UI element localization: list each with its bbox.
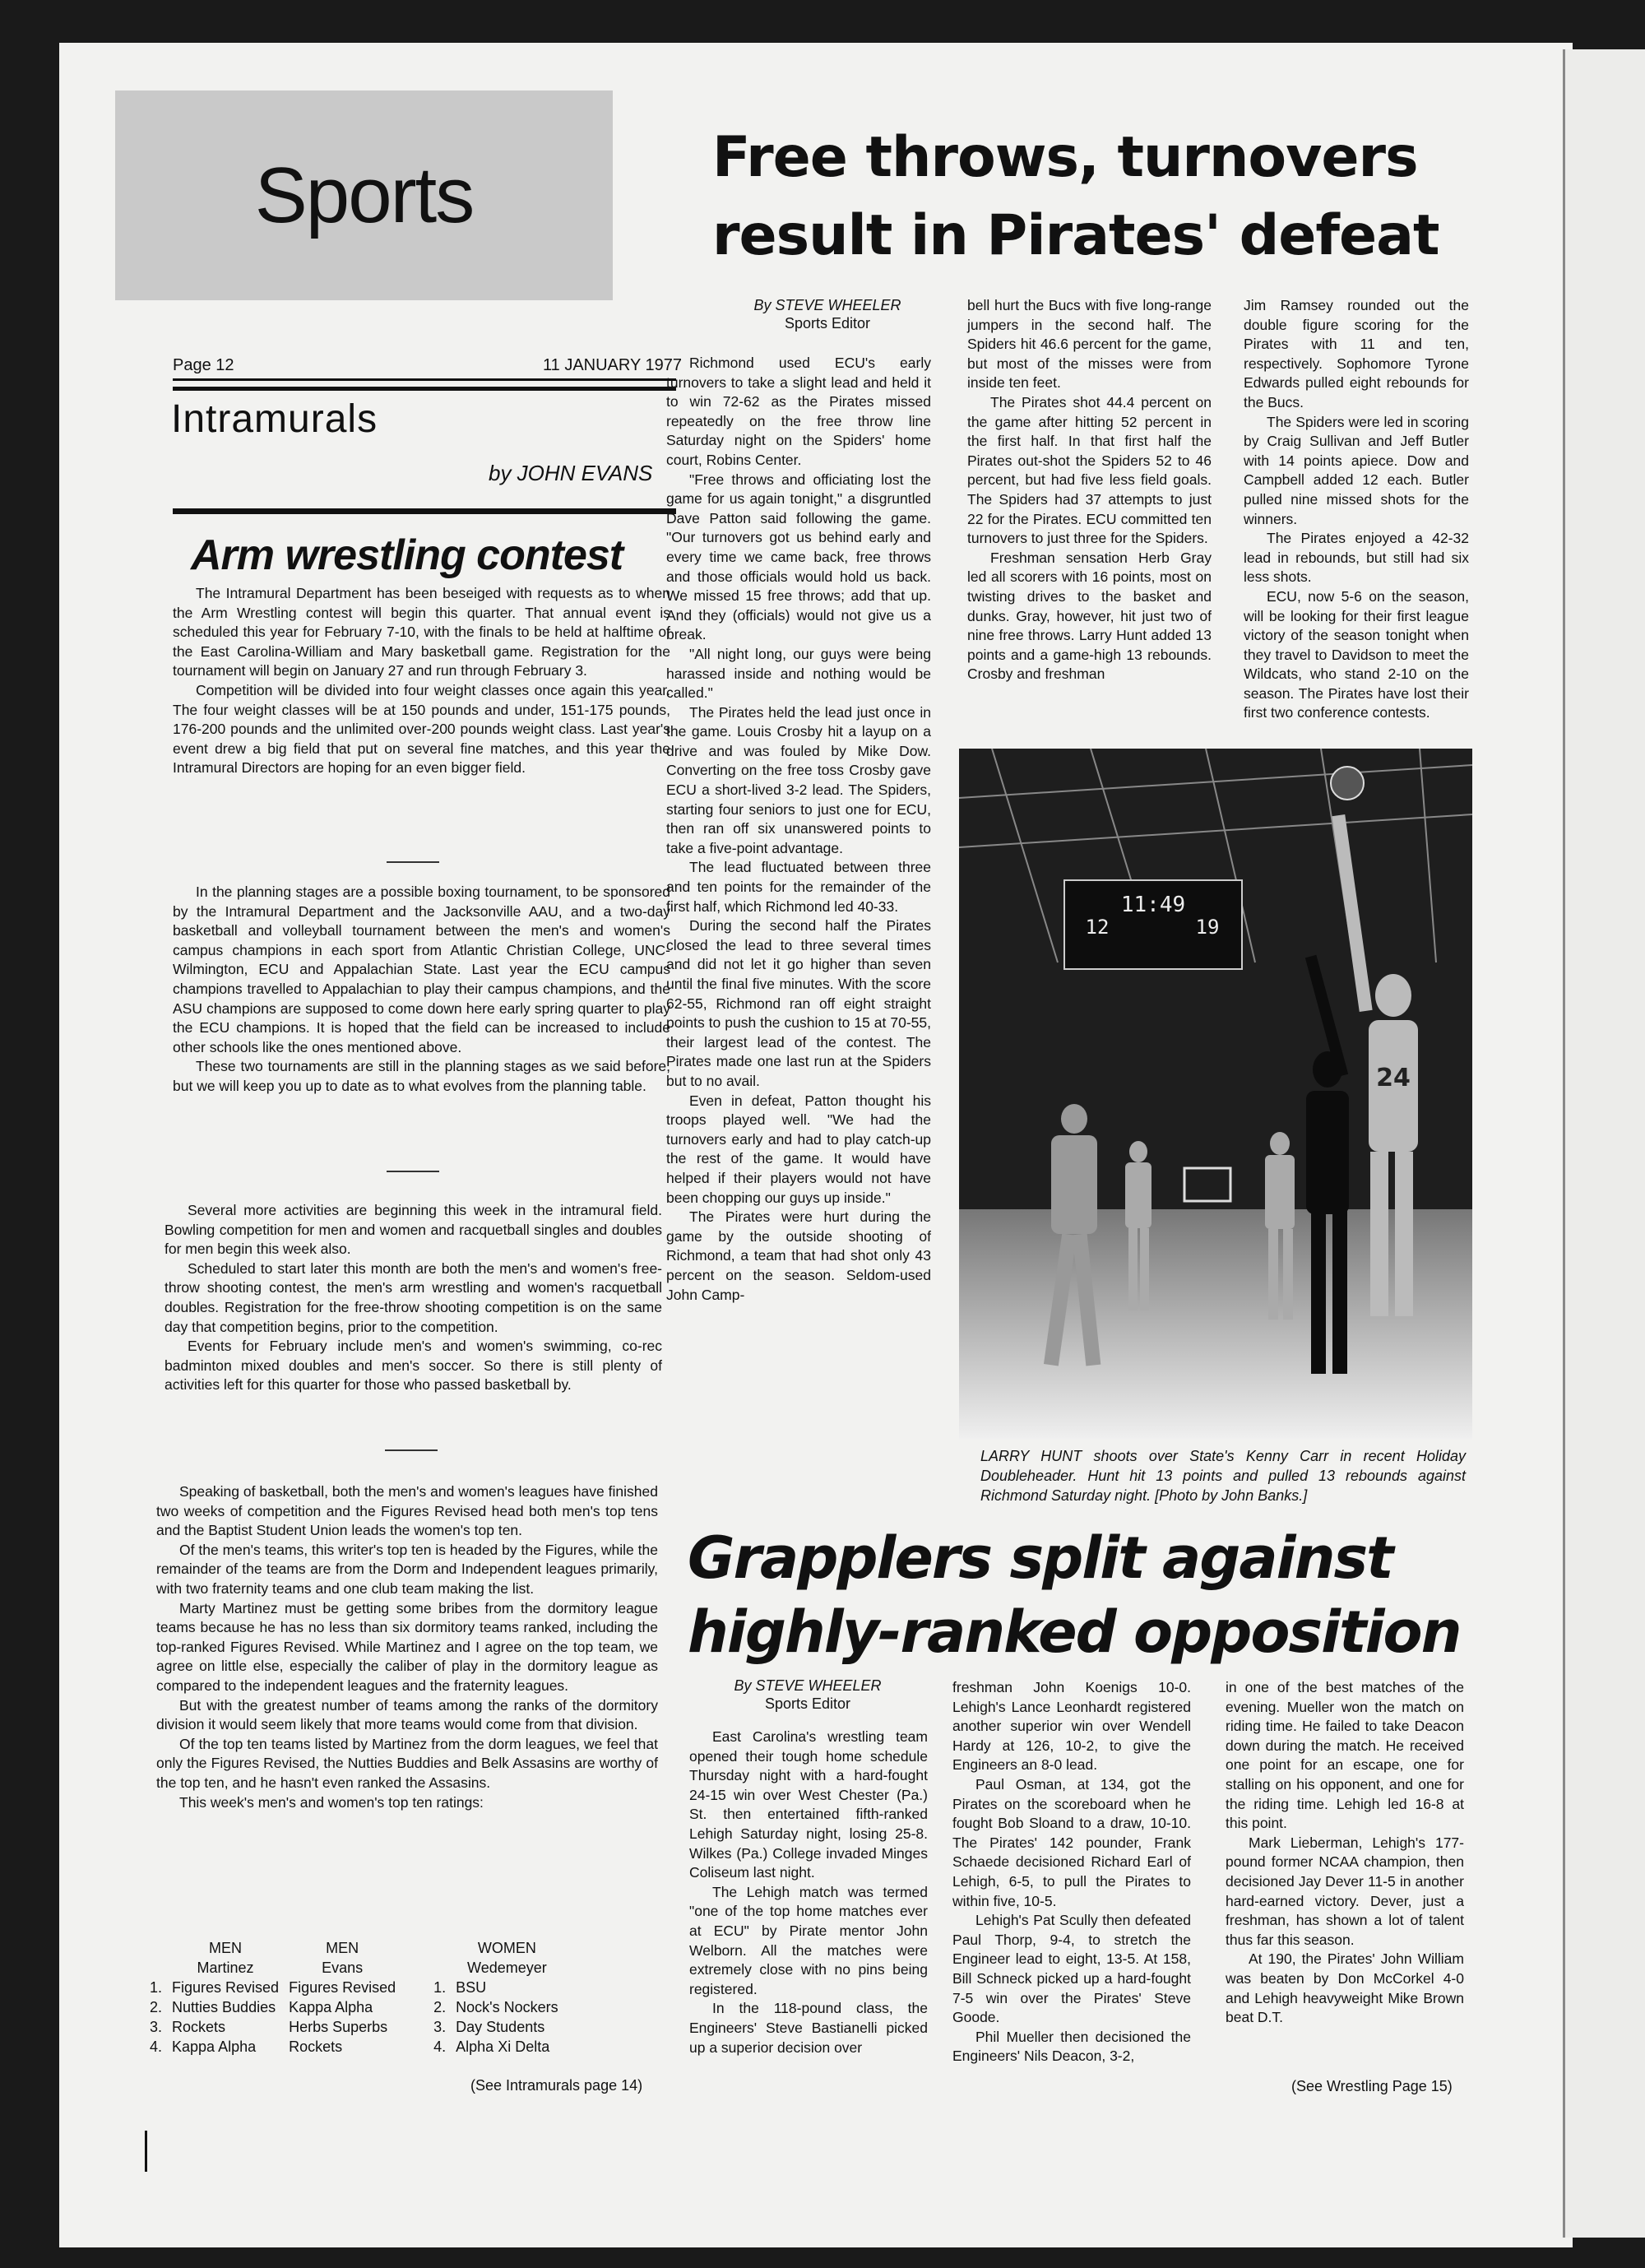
byline-role: Sports Editor bbox=[784, 315, 871, 332]
team: Figures Revised bbox=[172, 1979, 280, 1996]
team: Rockets bbox=[172, 2019, 226, 2035]
section-title: Sports bbox=[254, 151, 474, 239]
ratings-rater-row bbox=[145, 1958, 563, 1978]
intramurals-jump: (See Intramurals page 14) bbox=[470, 2077, 643, 2094]
intramurals-block-2 bbox=[173, 883, 670, 1097]
photo-illustration bbox=[959, 749, 1472, 1440]
paragraph: Several more activities are beginning this week in the intramural field. Bowling competition for men and women and racquetball singles and doubles for men begin this week also. bbox=[164, 1202, 662, 1258]
table-row bbox=[145, 1997, 563, 2017]
separator-rule bbox=[387, 861, 439, 863]
rank: 1. bbox=[150, 1979, 163, 1996]
issue-date: 11 JANUARY 1977 bbox=[543, 356, 682, 374]
basketball-headline-line1: Free throws, turnovers bbox=[712, 125, 1418, 190]
scoreboard-visitor: 19 bbox=[1195, 916, 1220, 939]
byline-name: By STEVE WHEELER bbox=[753, 297, 901, 313]
men-header: MEN bbox=[326, 1940, 359, 1956]
paragraph: In the 118-pound class, the Engineers' Steve Bastianelli picked up a superior decision over bbox=[689, 2000, 928, 2056]
top-ten-ratings-table bbox=[145, 1938, 563, 2057]
paragraph: Jim Ramsey rounded out the double figure scoring for the Pirates with 11 and ten, respectively. Sophomore Tyrone Edwards pulled eight rebounds for the Bucs. bbox=[1244, 297, 1469, 410]
team: BSU bbox=[456, 1979, 487, 1996]
team: Nock's Nockers bbox=[456, 1999, 558, 2015]
team: Day Students bbox=[456, 2019, 545, 2035]
paragraph: The lead fluctuated between three and ten points for the remainder of the first half, which Richmond led 40-33. bbox=[666, 859, 931, 915]
women-header: WOMEN bbox=[477, 1940, 536, 1956]
byline-name: By STEVE WHEELER bbox=[734, 1677, 882, 1694]
paragraph: Lehigh's Pat Scully then defeated Paul Thorp, 9-4, to stretch the Engineer lead to eight, 13-5. At 158, Bill Schneck picked up a hard-fought 7-5 win over the Pirates' Steve Goode. bbox=[952, 1912, 1191, 2026]
column-title: Intramurals bbox=[171, 397, 378, 441]
rater-name: Martinez bbox=[197, 1960, 254, 1976]
paragraph: Competition will be divided into four weight classes once again this year. The four weight classes will be at 150 pounds and under, 151-175 pounds, 176-200 pounds and the unlimited over-200 pounds weight class. Last year's event drew a big field that put on several fine matches, and this year the Intramural Directors are hoping for an even bigger field. bbox=[173, 681, 670, 777]
margin-mark bbox=[145, 2131, 147, 2172]
paragraph: Phil Mueller then decisioned the Engineers' Nils Deacon, 3-2, bbox=[952, 2028, 1191, 2065]
paragraph: But with the greatest number of teams among the ranks of the dormitory division it would seem likely that more teams would come from that division. bbox=[156, 1696, 658, 1733]
team: Kappa Alpha bbox=[289, 1999, 373, 2015]
table-row bbox=[145, 1978, 563, 1997]
page-number: Page 12 bbox=[173, 356, 234, 374]
intramurals-block-1 bbox=[173, 584, 670, 778]
team: Kappa Alpha bbox=[172, 2038, 257, 2055]
paragraph: The Pirates shot 44.4 percent on the game after hitting 52 percent in the first half. In that first half the Pirates out-shot the Spiders 52 to 46 percent, but had five less field goals. The Spiders had 37 attempts to just 22 for the Pirates. ECU committed ten turnovers to just three for the Spiders. bbox=[967, 393, 1212, 547]
paragraph: This week's men's and women's top ten ratings: bbox=[179, 1793, 484, 1811]
men-header: MEN bbox=[209, 1940, 243, 1956]
rank: 3. bbox=[433, 2019, 447, 2035]
paragraph: Events for February include men's and women's swimming, co-rec badminton mixed doubles and men's soccer. So there is still plenty of activities left for this quarter for those who passed basketball by. bbox=[164, 1338, 662, 1394]
paragraph: Scheduled to start later this month are both the men's and women's free-throw shooting contest, the men's arm wrestling and women's racquetball doubles. Registration for the free-throw shooting competition is on the same day that competition begins, prior to the competition. bbox=[164, 1259, 662, 1335]
paragraph: Speaking of basketball, both the men's and women's leagues have finished two weeks of competition and the Figures Revised head both men's top tens and the Baptist Student Union leads the women's top ten. bbox=[156, 1483, 658, 1539]
byline-role: Sports Editor bbox=[764, 1695, 851, 1712]
basketball-headline-line2: result in Pirates' defeat bbox=[712, 203, 1439, 268]
folio-rule bbox=[173, 378, 676, 381]
wrestling-byline bbox=[697, 1677, 918, 1713]
team: Alpha Xi Delta bbox=[456, 2038, 550, 2055]
paragraph: During the second half the Pirates closed the lead to three several times and did not let it go higher than seven until the final five minutes. With the score 62-55, Richmond ran off eight straight points to push the cushion to 15 at 70-55, their largest lead of the contest. The Pirates made one last run at the Spiders but to no avail. bbox=[666, 917, 931, 1089]
paragraph: The Pirates were hurt during the game by the outside shooting of Richmond, a team that had shot only 43 percent on the season. Seldom-used John Camp- bbox=[666, 1208, 931, 1303]
rank: 4. bbox=[150, 2038, 163, 2055]
paragraph: At 190, the Pirates' John William was beaten by Don McCorkel 4-0 and Lehigh heavyweight Mike Brown beat D.T. bbox=[1226, 1950, 1464, 2026]
column-title-rule bbox=[173, 508, 676, 514]
paragraph: Of the men's teams, this writer's top ten is headed by the Figures, while the remainder of the teams are from the Dorm and Independent leagues primarily, with two fraternity teams and one club team making the list. bbox=[156, 1541, 658, 1597]
scoreboard-clock: 11:49 bbox=[1120, 893, 1186, 917]
wrestling-headline-line1: Grapplers split against bbox=[688, 1524, 1392, 1592]
column-byline: by JOHN EVANS bbox=[489, 461, 653, 485]
paragraph: ECU, now 5-6 on the season, will be looking for their first league victory of the season tonight when they travel to Davidson to meet the Wildcats, who stand 2-10 on the season. The Pirates have lost their first two conference contests. bbox=[1244, 587, 1469, 721]
wrestling-column-1 bbox=[689, 1728, 928, 2057]
basketball-column-1 bbox=[666, 354, 931, 1305]
table-row bbox=[145, 2017, 563, 2037]
rank: 1. bbox=[433, 1979, 447, 1996]
paragraph: "Free throws and officiating lost the game for us again tonight," a disgruntled Dave Patton said following the game. "Our turnovers got us behind early and every time we came back, free throws and those officials would hold us back. We missed 15 free throws; add that up. And they (officials) would not give us a break. bbox=[666, 471, 931, 643]
team: Figures Revised bbox=[289, 1979, 396, 1996]
rater-name: Wedemeyer bbox=[467, 1960, 547, 1976]
adjacent-page-edge bbox=[1563, 49, 1645, 2238]
jersey-number: 24 bbox=[1376, 1064, 1411, 1092]
paragraph: The Pirates enjoyed a 42-32 lead in rebounds, but still had six less shots. bbox=[1244, 530, 1469, 586]
paragraph: In the planning stages are a possible boxing tournament, to be sponsored by the Intramural Department and the Jacksonville AAU, and a two-day basketball and volleyball tournament between the men's and women's campus champions in each sport from Atlantic Christian College, UNC-Wilmington, ECU and Appalachian State. Last year the ECU campus champions travelled to Appalachian to play their campus champions, and the ASU champions are supposed to come down here early spring quarter to play the ECU champions. It is hoped that the field can be increased to include other schools like the ones mentioned above. bbox=[173, 884, 670, 1055]
separator-rule bbox=[387, 1171, 439, 1172]
paragraph: "All night long, our guys were being harassed inside and nothing would be called." bbox=[666, 645, 931, 702]
basketball-column-3 bbox=[1244, 296, 1469, 723]
table-row bbox=[145, 2037, 563, 2057]
team: Nutties Buddies bbox=[172, 1999, 276, 2015]
wrestling-jump: (See Wrestling Page 15) bbox=[1291, 2078, 1453, 2094]
paragraph: The Intramural Department has been beseiged with requests as to when the Arm Wrestling contest will begin this quarter. That annual event is scheduled this year for February 7-10, with the finals to be held at halftime of the East Carolina-William and Mary basketball game. Registration for the tournament will begin on January 27 and run through February 3. bbox=[173, 585, 670, 679]
separator-rule bbox=[385, 1449, 438, 1451]
folio-rule-thick bbox=[173, 387, 676, 391]
intramurals-block-4 bbox=[156, 1482, 658, 1812]
team: Rockets bbox=[289, 2038, 343, 2055]
paragraph: These two tournaments are still in the planning stages as we said before, but we will keep you up to date as to what evolves from the planning table. bbox=[173, 1058, 670, 1094]
rater-name: Evans bbox=[322, 1960, 364, 1976]
wrestling-column-3 bbox=[1226, 1678, 1464, 2028]
paragraph: Paul Osman, at 134, got the Pirates on the scoreboard when he fought Bob Sloand to a draw, 10-10. The Pirates' 142 pounder, Frank Schaede decisioned Richard Earl of Lehigh, 6-5, to pull the Pirates to within five, 10-5. bbox=[952, 1775, 1191, 1909]
paragraph: The Pirates held the lead just once in the game. Louis Crosby hit a layup on a drive and was fouled by Mike Dow. Converting on the free toss Crosby gave ECU a short-lived 3-2 lead. The Spiders, starting four seniors to just one for ECU, then ran off six unanswered points to take a five-point advantage. bbox=[666, 703, 931, 856]
scoreboard-home: 12 bbox=[1085, 916, 1110, 939]
basketball-column-2 bbox=[967, 296, 1212, 684]
paragraph: Mark Lieberman, Lehigh's 177-pound former NCAA champion, then decisioned Jay Dever 11-5 in another hard-earned victory. Dever, just a freshman, has shown a lot of talent thus far this season. bbox=[1226, 1834, 1464, 1948]
rank: 2. bbox=[150, 1999, 163, 2015]
basketball-byline bbox=[717, 296, 938, 332]
basketball-ball bbox=[1331, 767, 1364, 800]
basketball-photo bbox=[959, 749, 1472, 1440]
paragraph: Of the top ten teams listed by Martinez from the dorm leagues, we feel that only the Figures Revised, the Nutties Buddies and Belk Assasins are worthy of the top ten, and he hasn't even ranked the Assasins. bbox=[156, 1735, 658, 1791]
wrestling-column-2 bbox=[952, 1678, 1191, 2066]
arm-wrestling-headline: Arm wrestling contest bbox=[191, 531, 623, 579]
intramurals-block-3 bbox=[164, 1201, 662, 1395]
paragraph: Marty Martinez must be getting some bribes from the dormitory league teams because he has no less than six dormitory teams ranked, including the top-ranked Figures Revised. While Martinez and I agree on the top team, we agree on little else, especially the caliber of play in the dormitory league as compared to the independent leagues and the fraternity leagues. bbox=[156, 1599, 658, 1694]
paragraph: Freshman sensation Herb Gray led all scorers with 16 points, most on twisting drives to the basket and dunks. Gray, however, hit just two of nine free throws. Larry Hunt added 13 points and a game-high 13 rebounds. Crosby and freshman bbox=[967, 549, 1212, 683]
paragraph: The Spiders were led in scoring by Craig Sullivan and Jeff Butler with 14 points apiece. Dow and Campbell added 12 each. Butler pulled nine missed shots for the winners. bbox=[1244, 413, 1469, 527]
wrestling-headline-line2: highly-ranked opposition bbox=[688, 1598, 1461, 1666]
paragraph: Richmond used ECU's early turnovers to take a slight lead and held it to win 72-62 as the Pirates missed repeatedly on the free throw line Saturday night on the Spiders' home court, Robins Center. bbox=[666, 355, 931, 468]
paragraph: Even in defeat, Patton thought his troops played well. "We had the turnovers early and had to play catch-up the rest of the game. It would have helped if their players would not have been chopping our guys up inside." bbox=[666, 1092, 931, 1206]
paragraph: The Lehigh match was termed "one of the top home matches ever at ECU" by Pirate mentor John Welborn. All the matches were extremely close with no pins being registered. bbox=[689, 1883, 928, 1997]
paragraph: East Carolina's wrestling team opened their tough home schedule Thursday night with a hard-fought 24-15 win over West Chester (Pa.) St. then entertained fifth-ranked Lehigh Saturday night, losing 25-8. Wilkes (Pa.) College invaded Minges Coliseum last night. bbox=[689, 1728, 928, 1881]
paragraph: in one of the best matches of the evening. Mueller won the match on riding time. He failed to take Deacon down during the match. He received one point for an escape, one for stalling on his opponent, and one for the riding time. Lehigh led 16-8 at this point. bbox=[1226, 1679, 1464, 1832]
sports-section-banner bbox=[115, 90, 613, 300]
paragraph: freshman John Koenigs 10-0. Lehigh's Lance Leonhardt registered another superior win over Wendell Hardy at 126, 10-2, to give the Engineers an 8-0 lead. bbox=[952, 1679, 1191, 1774]
rank: 4. bbox=[433, 2038, 447, 2055]
team: Herbs Superbs bbox=[289, 2019, 388, 2035]
rank: 2. bbox=[433, 1999, 447, 2015]
paragraph: bell hurt the Bucs with five long-range jumpers in the second half. The Spiders hit 46.6 percent for the game, but most of the misses were from inside ten feet. bbox=[967, 297, 1212, 392]
photo-caption: LARRY HUNT shoots over State's Kenny Carr in recent Holiday Doubleheader. Hunt hit 13 points and pulled 13 rebounds against Richmond Saturday night. [Photo by John Banks.] bbox=[980, 1448, 1466, 1504]
rank: 3. bbox=[150, 2019, 163, 2035]
ratings-header-row bbox=[145, 1938, 563, 1958]
